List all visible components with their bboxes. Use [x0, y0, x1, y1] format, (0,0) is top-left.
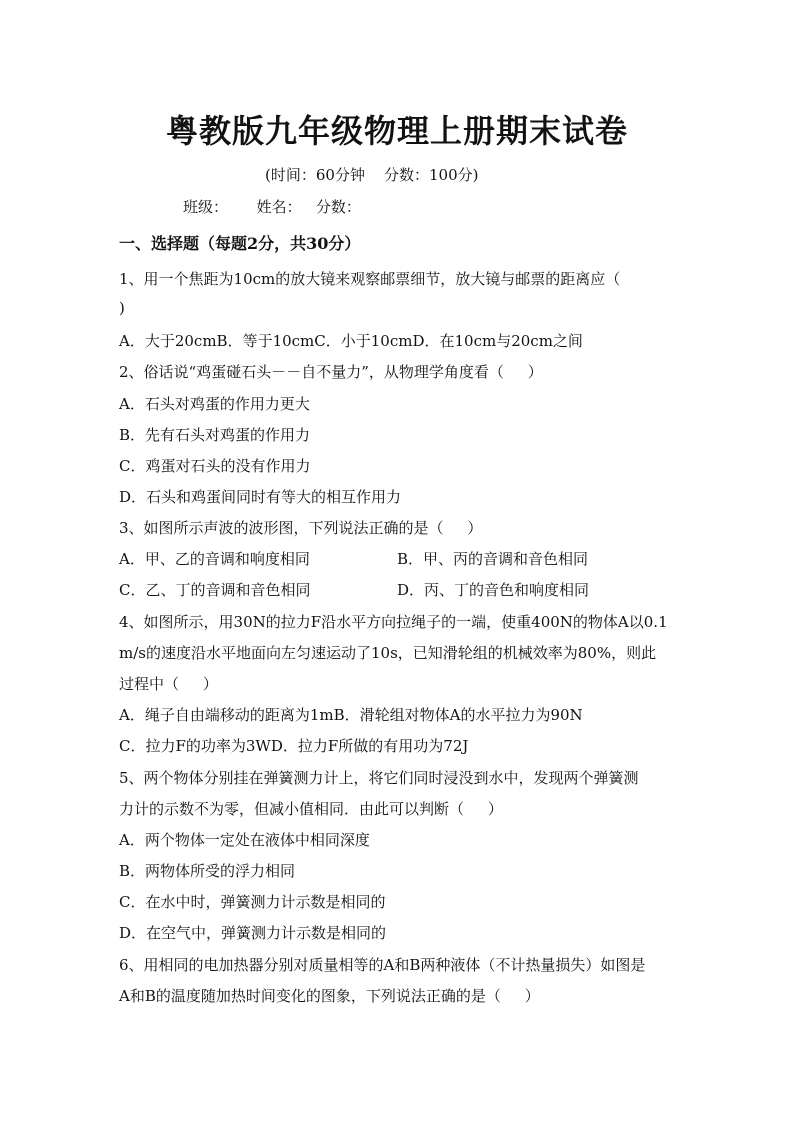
- question-2-option-b: B．先有石头对鸡蛋的作用力: [119, 426, 311, 444]
- question-3-option-a: A．甲、乙的音调和响度相同: [119, 550, 310, 568]
- question-5-stem: 5、两个物体分别挂在弹簧测力计上，将它们同时浸没到水中，发现两个弹簧测: [119, 769, 639, 787]
- question-3-stem: 3、如图所示声波的波形图，下列说法正确的是（ ）: [119, 519, 483, 537]
- question-5-option-d: D．在空气中，弹簧测力计示数是相同的: [119, 924, 387, 942]
- question-4-options-cd: C．拉力F的功率为3WD．拉力F所做的有用功为72J: [119, 737, 469, 755]
- question-3-option-b: B．甲、丙的音调和音色相同: [397, 550, 589, 568]
- question-5-option-a: A．两个物体一定处在液体中相同深度: [119, 831, 370, 849]
- question-6-stem: 6、用相同的电加热器分别对质量相等的A和B两种液体（不计热量损失）如图是: [119, 956, 646, 974]
- question-5-option-c: C．在水中时，弹簧测力计示数是相同的: [119, 893, 386, 911]
- question-4-stem: 4、如图所示，用30N的拉力F沿水平方向拉绳子的一端，使重400N的物体A以0.1: [119, 613, 668, 631]
- page-title: 粤教版九年级物理上册期末试卷: [165, 112, 628, 150]
- question-2-option-c: C．鸡蛋对石头的没有作用力: [119, 457, 311, 475]
- section-heading: 一、选择题（每题2分，共30分）: [119, 234, 361, 253]
- question-3-option-c: C．乙、丁的音调和音色相同: [119, 581, 311, 599]
- question-3-option-d: D．丙、丁的音色和响度相同: [397, 581, 590, 599]
- exam-time-score: (时间：60分钟 分数：100分): [265, 166, 479, 184]
- question-2-option-a: A．石头对鸡蛋的作用力更大: [119, 395, 310, 413]
- question-4-options-ab: A．绳子自由端移动的距离为1mB．滑轮组对物体A的水平拉力为90N: [119, 706, 583, 724]
- question-2-stem: 2、俗话说“鸡蛋碰石头－－自不量力”，从物理学角度看（ ）: [119, 363, 543, 381]
- question-1-stem-cont: ): [119, 299, 125, 317]
- question-1-options: A．大于20cmB．等于10cmC．小于10cmD．在10cm与20cm之间: [119, 332, 583, 350]
- question-4-stem-cont: m/s的速度沿水平地面向左匀速运动了10s，已知滑轮组的机械效率为80%，则此: [119, 644, 657, 662]
- student-info-line: 班级： 姓名： 分数：: [183, 198, 361, 216]
- question-6-stem-cont: A和B的温度随加热时间变化的图象，下列说法正确的是（ ）: [119, 987, 540, 1005]
- question-4-stem-end: 过程中（ ）: [119, 675, 218, 693]
- question-2-option-d: D．石头和鸡蛋间同时有等大的相互作用力: [119, 488, 402, 506]
- question-5-option-b: B．两物体所受的浮力相同: [119, 862, 296, 880]
- question-1-stem: 1、用一个焦距为10cm的放大镜来观察邮票细节，放大镜与邮票的距离应（: [119, 270, 621, 288]
- question-5-stem-cont: 力计的示数不为零，但减小值相同．由此可以判断（ ）: [119, 800, 503, 818]
